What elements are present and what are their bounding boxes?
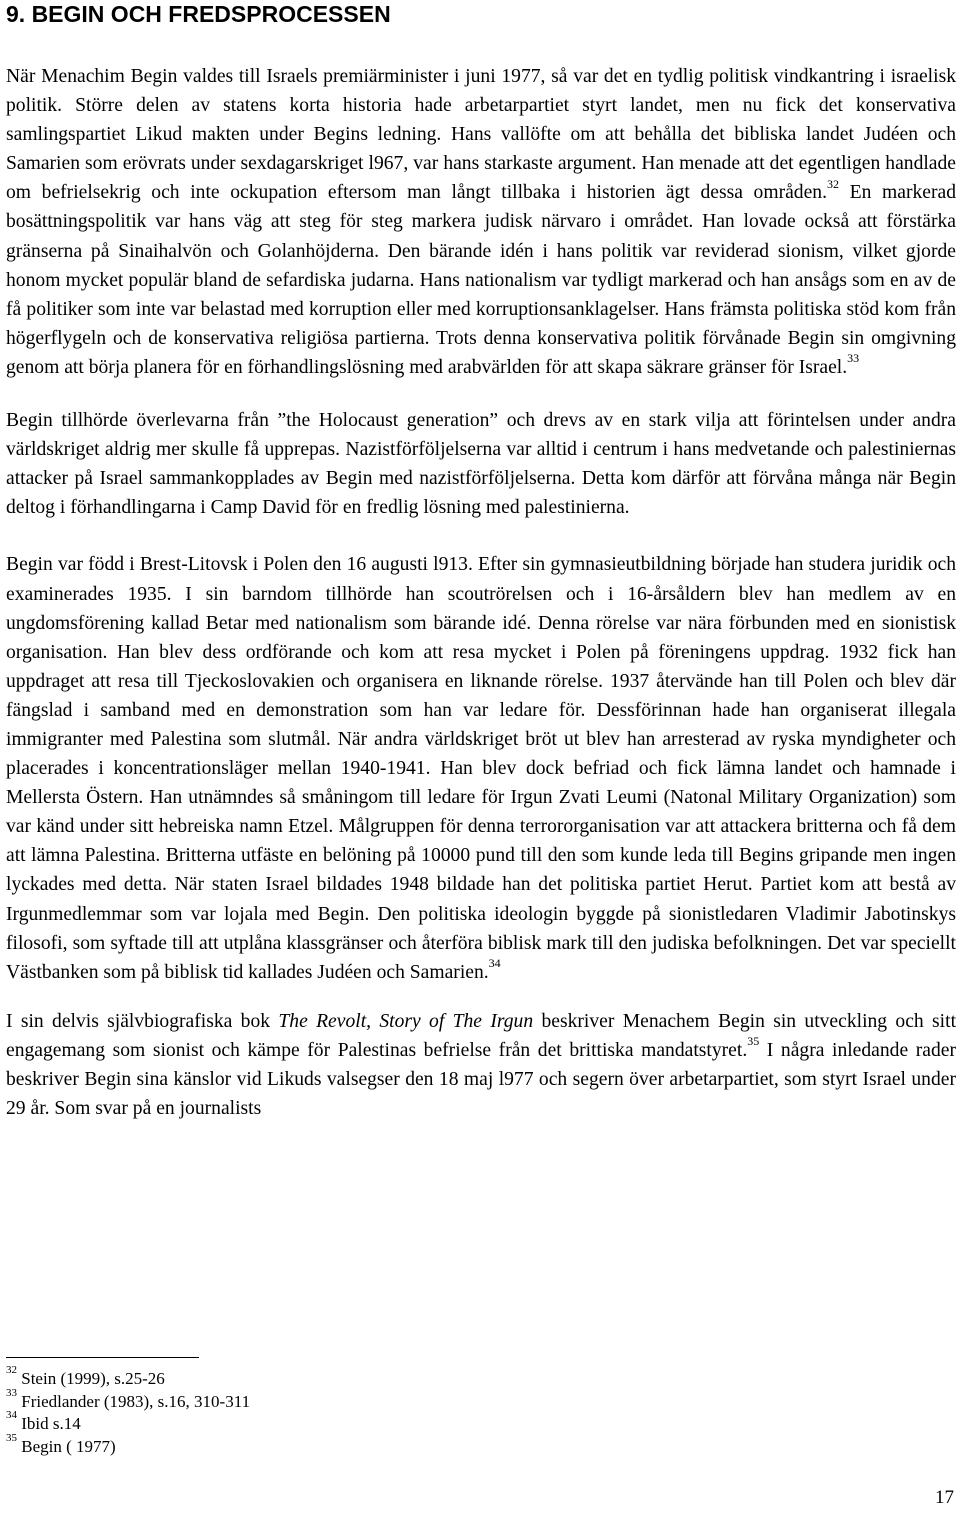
- paragraph-1-part-a: När Menachim Begin valdes till Israels premiärminister i juni 1977, så var det en tydlig politisk vindkantring i israelisk politik. Större delen av statens korta historia hade arbetarpartiet styrt landet, men nu fick det konservativa samlingspartiet Likud makten under Begins ledning. Hans vallöfte om att behålla det bibliska landet Judéen och Samarien som erövrats under sexdagarskriget l967, var hans starkaste argument. Han menade att det egentligen handlade om befrielsekrig och inte ockupation eftersom man långt tillbaka i historien ägt dessa områden.: [6, 66, 956, 204]
- paragraph-4-part-a: I sin delvis självbiografiska bok: [6, 1010, 279, 1032]
- footnote-ref-34[interactable]: 34: [488, 956, 501, 971]
- footnote-text: Friedlander (1983), s.16, 310-311: [17, 1391, 251, 1411]
- footnote-text: Begin ( 1977): [17, 1436, 116, 1456]
- footnote-number: 35: [6, 1431, 17, 1444]
- paragraph-3-text: Begin var född i Brest-Litovsk i Polen den 16 augusti l913. Efter sin gymnasieutbildning började han studera juridik och examinerades 1935. I sin barndom tillhörde han scoutrörelsen och i 16-årsåldern blev han medlem av en ungdomsförening kallad Betar med nationalism som bärande idé. Denna rörelse var nära förbunden med en sionistisk organisation. Han blev dess ordförande och kom att resa mycket i Polen på föreningens uppdrag. 1932 fick han uppdraget att resa till Tjeckoslovakien och organisera en liknande rörelse. 1937 återvände han till Polen och blev där fängslad i samband med en demonstration som han var ledare för. Dessförinnan hade han organiserat illegala immigranter med Palestina som slutmål. När andra världskriget bröt ut blev han arresterad av ryska myndigheter och placerades i koncentrationsläger mellan 1940-1941. Han blev dock befriad och fick lämna landet och hamnade i Mellersta Östern. Han utnämndes så småningom till ledare för Irgun Zvati Leumi (Natonal Military Organization) som var känd under sitt hebreiska namn Etzel. Målgruppen för denna terrororganisation var att attackera britterna och få dem att lämna Palestina. Britterna utfäste en belöning på 10000 pund till den som kunde leda till Begins gripande men ingen lyckades med detta. När staten Israel bildades 1948 bildade han det politiska partiet Herut. Partiet kom att bestå av Irgunmedlemmar som var lojala med Begin. Den politiska ideologin byggde på sionistledaren Vladimir Jabotinskys filosofi, som syftade till att utplåna klassgränser och återföra biblisk mark till den judiska befolkningen. Det var speciellt Västbanken som på biblisk tid kallades Judéen och Samarien.: [6, 554, 956, 983]
- footnotes: [6, 1364, 506, 1458]
- footnote-separator: [6, 1357, 199, 1358]
- footnote-number: 33: [6, 1386, 17, 1399]
- body-text: [6, 62, 956, 1151]
- footnote-text: Ibid s.14: [17, 1414, 81, 1433]
- paragraph-4-part-b: beskriver Menachem Begin sin utveckling och sitt engagemang som sionist och kämpe för Palestinas befrielse från det brittiska mandatstyret.: [6, 1010, 957, 1061]
- footnote-ref-32[interactable]: 32: [827, 176, 839, 191]
- chapter-heading: 9. BEGIN OCH FREDSPROCESSEN: [6, 1, 391, 27]
- page-number: 17: [935, 1487, 954, 1508]
- footnote: [6, 1364, 506, 1391]
- footnote-number: 34: [6, 1409, 17, 1422]
- footnote: [6, 1431, 506, 1459]
- paragraph-1: [6, 62, 956, 382]
- paragraph-3: [6, 550, 956, 986]
- paragraph-2: Begin tillhörde överlevarna från ”the Holocaust generation” och drevs av en stark vilja att förintelsen under andra världskriget aldrig mer skulle få upprepas. Nazistförföljelserna var alltid i centrum i hans medvetande och palestiniernas attacker på Israel sammankopplades av Begin med nazistförföljelserna. Detta kom därför att förvåna många när Begin deltog i förhandlingarna i Camp David för en fredlig lösning med palestinierna.: [6, 410, 956, 519]
- footnote: [6, 1386, 506, 1414]
- paragraph-4: [6, 1007, 956, 1123]
- footnote-ref-35[interactable]: 35: [747, 1034, 760, 1049]
- paragraph-1-part-b: En markerad bosättningspolitik var hans väg att steg för steg markera judisk närvaro i området. Han lovade också att förstärka gränserna på Sinaihalvön och Golanhöjderna. Den bärande idén i hans politik var reviderad sionism, vilket gjorde honom mycket populär bland de sefardiska judarna. Hans nationalism var tydligt markerad och han ansågs som en av de få politiker som inte var belastad med korruption eller med korruptionsanklagelser. Hans främsta politiska stöd kom från högerflygeln och de konservativa religiösa partierna. Trots denna konservativa politik förvånade Begin sin omgivning genom att börja planera för en förhandlingslösning med arabvärlden för att skapa säkrare gränser för Israel.: [6, 182, 956, 378]
- footnote-text: Stein (1999), s.25-26: [17, 1369, 165, 1388]
- footnote: [6, 1409, 506, 1436]
- footnote-ref-33[interactable]: 33: [847, 351, 860, 366]
- book-title: The Revolt, Story of The Irgun: [278, 1010, 534, 1032]
- footnote-number: 32: [6, 1364, 17, 1377]
- paragraph-4-part-c: I några inledande rader beskriver Begin sina känslor vid Likuds valsegser den 18 maj l977 och segern över arbetarpartiet, som styrt Israel under 29 år. Som svar på en journalists: [6, 1039, 956, 1120]
